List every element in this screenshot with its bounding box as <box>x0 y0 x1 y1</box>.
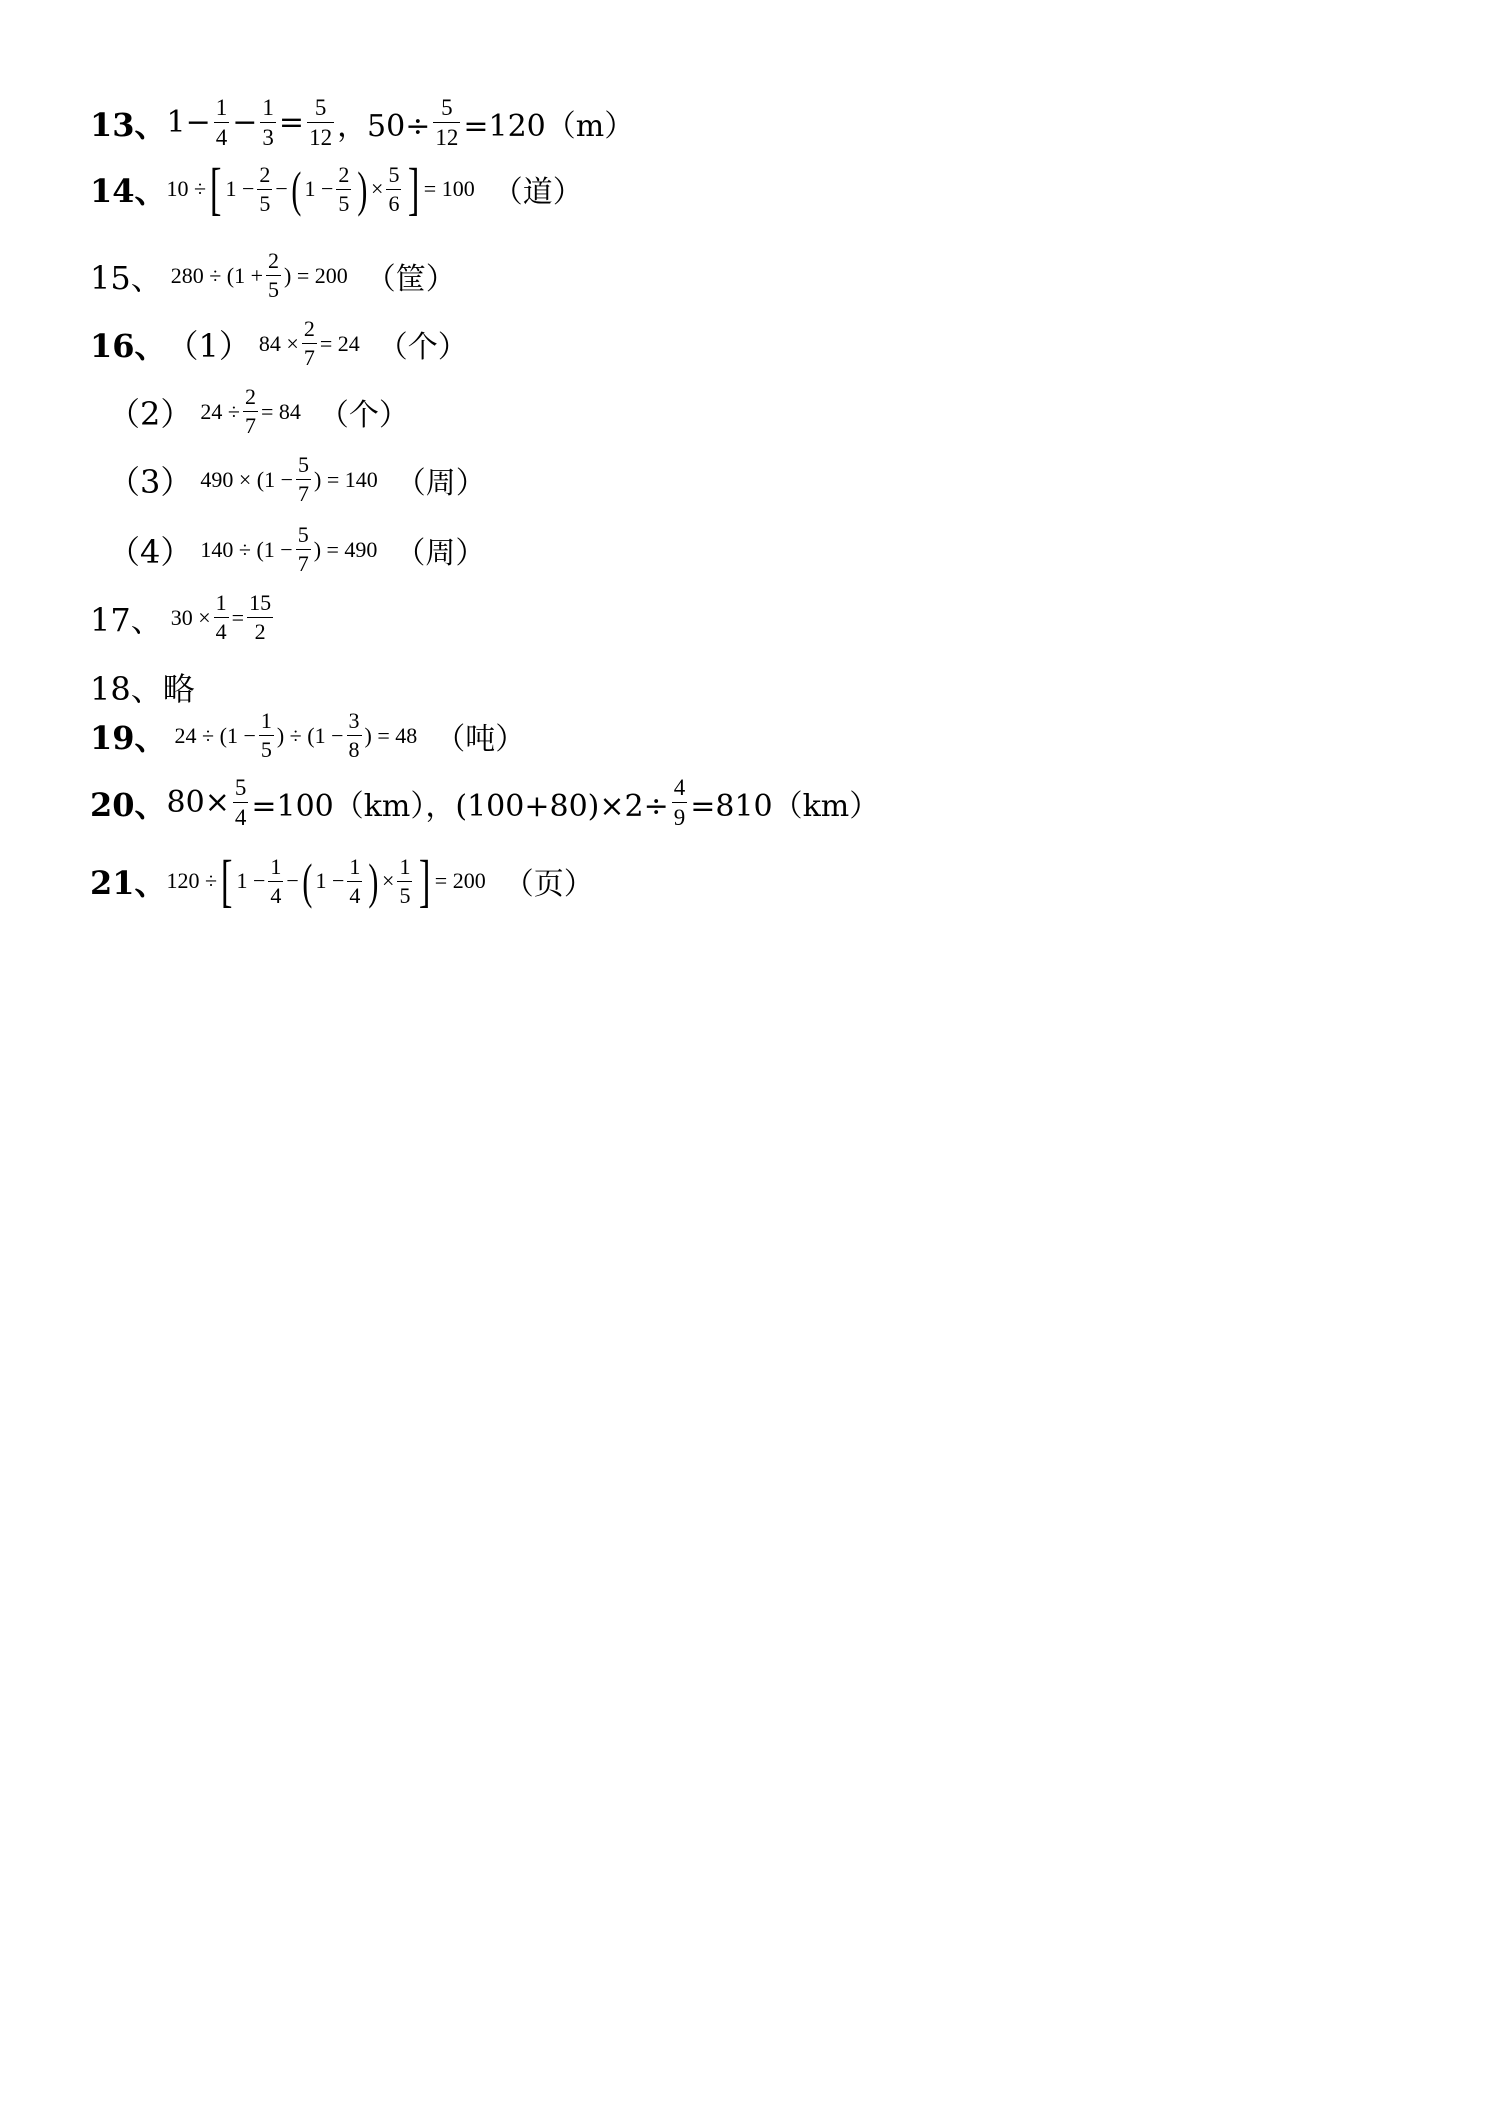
unit-label: （周） <box>395 465 486 501</box>
numerator: 5 <box>314 95 327 120</box>
item-number: 15、 <box>90 258 163 297</box>
fraction <box>302 318 317 369</box>
fraction <box>296 524 311 575</box>
expr-text: 280 ÷ (1 + <box>170 262 264 288</box>
numerator: 5 <box>234 775 247 800</box>
sub-part-label: （3） <box>108 462 193 501</box>
expr-text: = 24 <box>319 330 360 356</box>
equation <box>167 776 880 829</box>
equation <box>200 386 301 437</box>
right-paren: ) <box>357 161 368 217</box>
fraction <box>347 710 362 761</box>
fraction <box>347 853 362 908</box>
expr-text: − <box>275 176 288 201</box>
expr-text: = <box>231 604 245 630</box>
answer-14 <box>90 156 583 221</box>
denominator: 5 <box>259 190 271 216</box>
answer-20 <box>90 776 879 829</box>
left-bracket: [ <box>209 156 222 221</box>
expr-text: 80× <box>166 785 230 820</box>
denominator: 9 <box>673 805 686 830</box>
expr-text: ) = 140 <box>314 466 378 492</box>
expr-text: 1− <box>166 105 211 140</box>
unit-label: （个） <box>318 397 409 433</box>
item-number: 17、 <box>90 600 163 639</box>
numerator: 1 <box>399 853 411 879</box>
fraction <box>307 96 334 149</box>
answer-16-4 <box>108 524 485 575</box>
answer-19 <box>90 710 525 761</box>
unit-label: （周） <box>395 535 486 571</box>
fraction <box>259 710 274 761</box>
numerator: 2 <box>268 248 280 273</box>
denominator: 5 <box>338 190 350 216</box>
denominator: 8 <box>348 737 360 762</box>
numerator: 5 <box>298 452 310 477</box>
expr-text: 24 ÷ (1 − <box>174 722 256 748</box>
expr-text: − <box>232 105 258 140</box>
fraction <box>233 776 249 829</box>
item-number: 16、 <box>90 326 167 365</box>
numerator: 1 <box>215 590 227 615</box>
denominator: 4 <box>349 882 361 908</box>
expr-text: ) = 490 <box>313 536 378 562</box>
expr-text: ) = 48 <box>364 722 418 748</box>
denominator: 5 <box>260 737 272 762</box>
fraction <box>243 386 258 437</box>
numerator: 2 <box>303 316 315 341</box>
equation <box>166 848 486 913</box>
sub-part-label: （4） <box>108 532 193 571</box>
expr-text: ) ÷ (1 − <box>276 722 344 748</box>
fraction <box>257 161 272 216</box>
expr-text: 120 ÷ <box>166 868 218 893</box>
numerator: 2 <box>338 161 350 187</box>
denominator: 3 <box>262 125 274 150</box>
fraction <box>214 592 229 643</box>
expr-text: × <box>382 868 395 893</box>
fraction <box>336 161 351 216</box>
unit-label: （页） <box>503 867 594 902</box>
equation <box>171 592 276 643</box>
numerator: 5 <box>441 95 453 120</box>
denominator: 4 <box>215 619 227 644</box>
unit-label: （筐） <box>365 261 456 297</box>
answer-18 <box>90 664 195 710</box>
expr-text: 1 − <box>315 868 345 893</box>
expr-text: ，50÷ <box>337 108 431 144</box>
fraction <box>268 853 283 908</box>
equation <box>200 454 377 505</box>
answer-16-3 <box>108 454 486 505</box>
expr-text: =810（km） <box>690 788 880 824</box>
unit-label: （道） <box>492 175 583 210</box>
fraction <box>266 250 281 301</box>
equation <box>166 156 475 221</box>
item-number: 21、 <box>90 864 167 902</box>
fraction <box>433 96 460 149</box>
expr-text: 1 − <box>304 176 334 201</box>
expr-text: × <box>371 176 384 201</box>
numerator: 15 <box>249 590 272 615</box>
equation <box>200 524 377 575</box>
expr-text: = 100 <box>423 176 475 201</box>
fraction <box>260 96 276 149</box>
numerator: 5 <box>297 522 309 547</box>
expr-text: − <box>286 868 299 893</box>
answer-21 <box>90 848 594 913</box>
left-paren: ( <box>302 853 313 909</box>
fraction <box>214 96 230 149</box>
equation <box>167 96 635 149</box>
numerator: 3 <box>348 708 360 733</box>
expr-text: 140 ÷ (1 − <box>200 536 293 562</box>
denominator: 12 <box>435 125 459 150</box>
denominator: 7 <box>298 481 310 506</box>
equation <box>171 250 348 301</box>
denominator: 4 <box>234 805 247 830</box>
unit-label: （吨） <box>435 721 526 757</box>
denominator: 4 <box>215 125 228 150</box>
left-paren: ( <box>291 161 302 217</box>
denominator: 7 <box>297 551 309 576</box>
left-bracket: [ <box>220 848 233 913</box>
numerator: 1 <box>270 853 282 879</box>
denominator: 7 <box>303 345 315 370</box>
numerator: 1 <box>215 95 228 120</box>
answer-13 <box>90 96 634 149</box>
expr-text: 1 − <box>236 868 266 893</box>
expr-text: 30 × <box>170 604 211 630</box>
numerator: 2 <box>259 161 271 187</box>
denominator: 2 <box>254 619 266 644</box>
answer-15 <box>90 250 456 301</box>
fraction <box>247 592 273 643</box>
expr-text: = 200 <box>434 868 486 893</box>
right-paren: ) <box>368 853 379 909</box>
denominator: 7 <box>244 413 256 438</box>
expr-text: 24 ÷ <box>200 398 240 424</box>
denominator: 5 <box>268 277 280 302</box>
numerator: 1 <box>260 708 272 733</box>
sub-part-label: （2） <box>108 394 193 433</box>
expr-text: = <box>278 105 305 140</box>
fraction <box>386 161 401 216</box>
expr-text: 10 ÷ <box>166 176 207 201</box>
item-number: 14、 <box>90 172 167 210</box>
equation <box>175 710 418 761</box>
numerator: 2 <box>244 384 256 409</box>
numerator: 4 <box>673 775 686 800</box>
right-bracket: ] <box>419 848 431 913</box>
expr-text: = 84 <box>260 398 301 424</box>
expr-text: =100（km），(100+80)×2÷ <box>251 788 669 824</box>
denominator: 5 <box>399 882 411 908</box>
numerator: 5 <box>388 161 400 187</box>
denominator: 4 <box>270 882 282 908</box>
numerator: 1 <box>349 853 361 879</box>
item-number: 20、 <box>90 785 167 824</box>
fraction <box>296 454 311 505</box>
expr-text: ) = 200 <box>284 262 348 288</box>
equation <box>259 318 360 369</box>
expr-text: 490 × (1 − <box>200 466 294 492</box>
item-number: 18、 <box>90 670 163 708</box>
expr-text: =120（m） <box>463 108 635 144</box>
fraction <box>397 853 412 908</box>
sub-part-label: （1） <box>166 326 251 365</box>
item-number: 19、 <box>90 718 167 757</box>
item-number: 13、 <box>90 105 167 144</box>
expr-text: 84 × <box>258 330 299 356</box>
answer-text: 略 <box>162 670 195 708</box>
unit-label: （个） <box>377 329 468 365</box>
answer-16-1 <box>90 318 468 369</box>
answer-17 <box>90 592 276 643</box>
fraction <box>672 776 688 829</box>
answer-16-2 <box>108 386 409 437</box>
numerator: 1 <box>262 95 274 120</box>
expr-text: 1 − <box>225 176 255 201</box>
right-bracket: ] <box>408 156 420 221</box>
denominator: 12 <box>309 125 333 150</box>
denominator: 6 <box>388 190 400 216</box>
